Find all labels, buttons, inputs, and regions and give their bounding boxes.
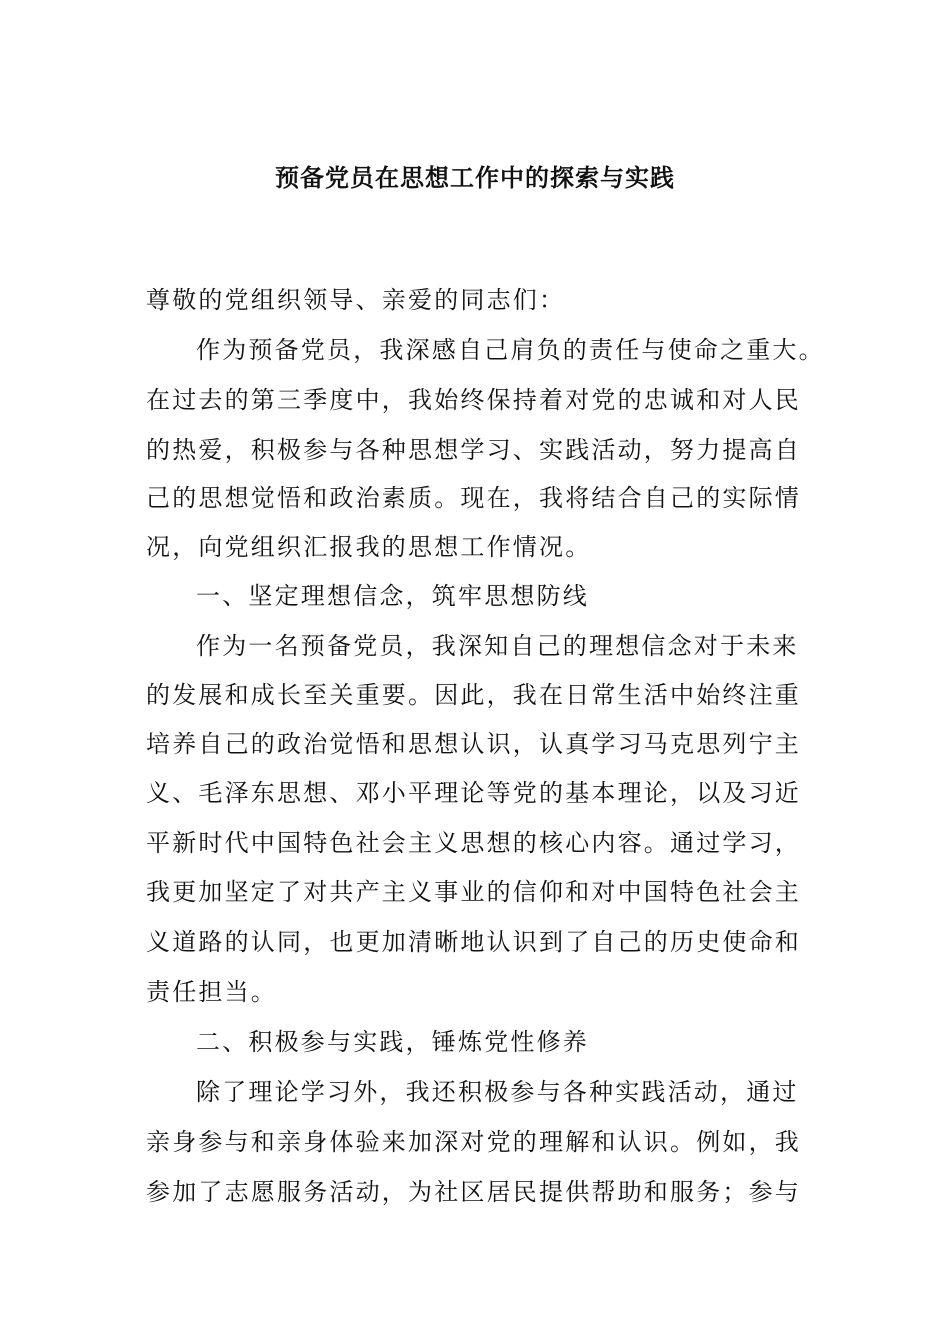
- paragraph-line: 作为预备党员，我深感自己肩负的责任与使命之重大。: [196, 336, 825, 364]
- paragraph-line: 我更加坚定了对共产主义事业的信仰和对中国特色社会主: [146, 878, 801, 906]
- paragraph-line: 的发展和成长至关重要。因此，我在日常生活中始终注重: [146, 681, 801, 709]
- paragraph-line: 作为一名预备党员，我深知自己的理想信念对于未来: [196, 632, 799, 660]
- section-heading: 一、坚定理想信念，筑牢思想防线: [196, 582, 589, 610]
- paragraph-line: 己的思想觉悟和政治素质。现在，我将结合自己的实际情: [146, 484, 801, 512]
- salutation: 尊敬的党组织领导、亲爱的同志们：: [146, 286, 566, 314]
- paragraph-line: 责任担当。: [146, 978, 277, 1006]
- section-heading: 二、积极参与实践，锤炼党性修养: [196, 1028, 589, 1056]
- paragraph-line: 况，向党组织汇报我的思想工作情况。: [146, 533, 592, 561]
- paragraph-line: 亲身参与和亲身体验来加深对党的理解和认识。例如，我: [146, 1128, 801, 1156]
- paragraph-line: 的热爱，积极参与各种思想学习、实践活动，努力提高自: [146, 436, 801, 464]
- paragraph-line: 在过去的第三季度中，我始终保持着对党的忠诚和对人民: [146, 386, 801, 414]
- paragraph-line: 平新时代中国特色社会主义思想的核心内容。通过学习，: [146, 829, 801, 857]
- document-title: 预备党员在思想工作中的探索与实践: [275, 163, 675, 192]
- paragraph-line: 培养自己的政治觉悟和思想认识，认真学习马克思列宁主: [146, 730, 801, 758]
- paragraph-line: 参加了志愿服务活动，为社区居民提供帮助和服务；参与: [146, 1178, 801, 1206]
- paragraph-line: 义、毛泽东思想、邓小平理论等党的基本理论，以及习近: [146, 779, 801, 807]
- paragraph-line: 除了理论学习外，我还积极参与各种实践活动，通过: [196, 1078, 799, 1106]
- paragraph-line: 义道路的认同，也更加清晰地认识到了自己的历史使命和: [146, 928, 801, 956]
